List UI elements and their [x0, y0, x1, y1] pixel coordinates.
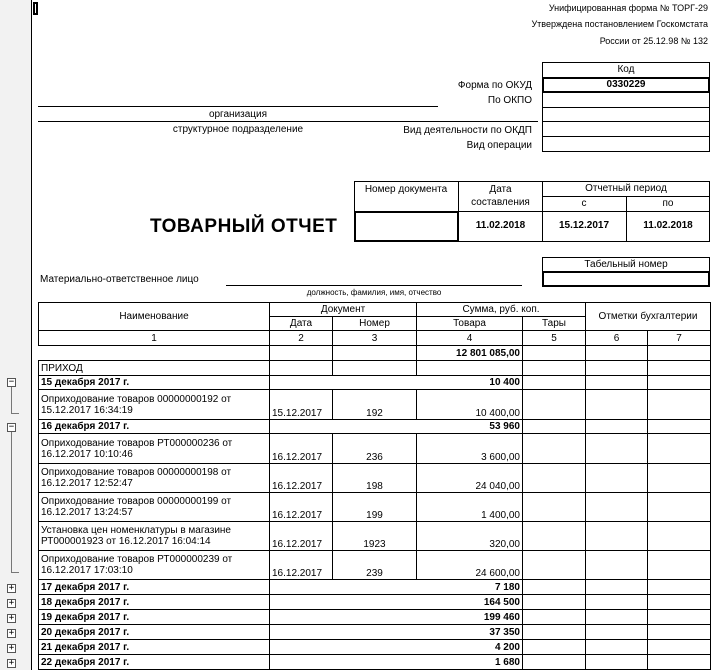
tree-line [11, 572, 19, 573]
entry-date: 16.12.2017 [270, 522, 333, 551]
kod-header: Код [542, 62, 710, 78]
entry-sum: 3 600,00 [417, 434, 523, 464]
doc-date-value: 11.02.2018 [475, 220, 526, 231]
cell-cursor [33, 2, 38, 15]
day-label: 19 декабря 2017 г. [39, 610, 270, 625]
organization-line [38, 106, 438, 107]
tree-line [11, 387, 12, 413]
day-total: 199 460 [270, 610, 523, 625]
entry-name: Оприходование товаров РТ000000239 от [41, 554, 233, 565]
income-label: ПРИХОД [39, 361, 270, 376]
day-row[interactable] [39, 376, 711, 390]
table-row [39, 434, 711, 464]
entry-datetime: 16.12.2017 17:03:10 [41, 565, 133, 576]
expand-group-20-dec-icon[interactable]: + [8, 628, 15, 638]
col-num: 4 [417, 331, 523, 346]
period-to-value: 11.02.2018 [643, 220, 693, 231]
day-row[interactable] [39, 610, 711, 625]
doc-number-cell [354, 211, 459, 242]
page-title: ТОВАРНЫЙ ОТЧЕТ [150, 216, 338, 237]
col-header-tare: Тары [523, 317, 586, 331]
col-num: 5 [523, 331, 586, 346]
period-to-label: по [662, 198, 674, 209]
period-from-value: 15.12.2017 [558, 220, 610, 231]
entry-datetime: РТ000001923 от 16.12.2017 16:04:14 [41, 536, 211, 547]
day-label: 20 декабря 2017 г. [39, 625, 270, 640]
entry-date: 16.12.2017 [270, 464, 333, 493]
col-num: 6 [586, 331, 648, 346]
table-row [39, 522, 711, 551]
collapse-group-15-dec-icon[interactable]: − [8, 377, 15, 387]
codes-row-divider [542, 107, 710, 108]
entry-sum: 24 040,00 [417, 464, 523, 493]
collapse-group-16-dec-icon[interactable]: − [8, 422, 15, 432]
entry-name: Оприходование товаров РТ000000236 от [41, 437, 233, 449]
entry-sum: 10 400,00 [417, 390, 523, 420]
day-row[interactable] [39, 420, 711, 434]
entry-name: Оприходование товаров 00000000198 от [41, 467, 232, 478]
entry-name: Оприходование товаров 00000000192 от [41, 393, 232, 405]
doc-date-header: Дата составления [471, 184, 530, 208]
day-label: 15 декабря 2017 г. [39, 376, 270, 390]
col-header-date: Дата [270, 317, 333, 331]
day-label: 18 декабря 2017 г. [39, 595, 270, 610]
col-num: 7 [648, 331, 711, 346]
entry-datetime: 16.12.2017 12:52:47 [41, 478, 133, 489]
day-total: 53 960 [270, 420, 523, 434]
expand-group-21-dec-icon[interactable]: + [8, 643, 15, 653]
col-header-number: Номер [333, 317, 417, 331]
responsible-line [226, 285, 522, 286]
codes-row-divider [542, 121, 710, 122]
entry-number: 198 [333, 464, 417, 493]
day-total: 4 200 [270, 640, 523, 655]
day-total: 1 680 [270, 655, 523, 670]
entry-datetime: 15.12.2017 16:34:19 [41, 404, 133, 416]
day-row[interactable] [39, 595, 711, 610]
okpo-label: По ОКПО [487, 95, 532, 106]
entry-number: 192 [333, 390, 417, 420]
day-row[interactable] [39, 625, 711, 640]
col-num: 1 [39, 331, 270, 346]
okud-value: 0330229 [606, 79, 646, 90]
opening-row [39, 346, 711, 361]
day-total: 10 400 [270, 376, 523, 390]
entry-date: 16.12.2017 [270, 551, 333, 580]
responsible-caption: должность, фамилия, имя, отчество [306, 288, 442, 297]
table-row [39, 464, 711, 493]
col-header-document: Документ [270, 303, 417, 317]
report-table [38, 302, 711, 670]
col-header-goods: Товара [417, 317, 523, 331]
entry-number: 239 [333, 551, 417, 580]
day-label: 17 декабря 2017 г. [39, 580, 270, 595]
okud-label: Форма по ОКУД [457, 80, 532, 91]
income-row [39, 361, 711, 376]
form-header-line1: Унифицированная форма № ТОРГ-29 [548, 3, 708, 13]
entry-number: 236 [333, 434, 417, 464]
table-row [39, 493, 711, 522]
day-total: 7 180 [270, 580, 523, 595]
expand-group-18-dec-icon[interactable]: + [8, 598, 15, 608]
entry-date: 15.12.2017 [270, 390, 333, 420]
table-row [39, 551, 711, 580]
entry-date: 16.12.2017 [270, 493, 333, 522]
entry-name: Установка цен номенклатуры в магазине [41, 525, 231, 536]
entry-number: 199 [333, 493, 417, 522]
tabel-number-cell [542, 271, 710, 287]
operation-label: Вид операции [466, 140, 532, 151]
day-label: 16 декабря 2017 г. [39, 420, 270, 434]
entry-datetime: 16.12.2017 10:10:46 [41, 448, 133, 460]
table-row [39, 390, 711, 420]
opening-total: 12 801 085,00 [417, 346, 523, 361]
tabel-number-header: Табельный номер [542, 257, 710, 272]
entry-number: 1923 [333, 522, 417, 551]
okdp-label: Вид деятельности по ОКДП [403, 125, 532, 136]
entry-sum: 320,00 [417, 522, 523, 551]
codes-row-divider [542, 136, 710, 137]
tree-line [11, 413, 19, 414]
subdivision-caption: структурное подразделение [172, 124, 304, 135]
col-num: 2 [270, 331, 333, 346]
day-row[interactable] [39, 580, 711, 595]
entry-sum: 24 600,00 [417, 551, 523, 580]
day-total: 37 350 [270, 625, 523, 640]
expand-group-22-dec-icon[interactable]: + [8, 658, 15, 668]
tree-line [11, 432, 12, 572]
form-header-line3: России от 25.12.98 № 132 [599, 36, 708, 46]
col-header-sum: Сумма, руб. коп. [417, 303, 586, 317]
day-row[interactable] [39, 655, 711, 670]
col-header-name: Наименование [39, 303, 270, 331]
doc-number-header: Номер документа [364, 184, 448, 195]
subdivision-line [38, 121, 538, 122]
organization-caption: организация [208, 109, 268, 120]
responsible-label: Материально-ответственное лицо [40, 274, 199, 285]
col-num: 3 [333, 331, 417, 346]
period-header: Отчетный период [585, 183, 667, 194]
day-total: 164 500 [270, 595, 523, 610]
entry-date: 16.12.2017 [270, 434, 333, 464]
col-header-marks: Отметки бухгалтерии [586, 303, 711, 331]
entry-datetime: 16.12.2017 13:24:57 [41, 507, 133, 518]
form-header-line2: Утверждена постановлением Госкомстата [531, 19, 708, 29]
period-from-label: с [581, 198, 587, 209]
day-label: 22 декабря 2017 г. [39, 655, 270, 670]
entry-name: Оприходование товаров 00000000199 от [41, 496, 232, 507]
day-row[interactable] [39, 640, 711, 655]
entry-sum: 1 400,00 [417, 493, 523, 522]
doc-info-divider [542, 196, 710, 197]
grouping-gutter [0, 0, 31, 670]
expand-group-19-dec-icon[interactable]: + [8, 613, 15, 623]
expand-group-17-dec-icon[interactable]: + [8, 583, 15, 593]
day-label: 21 декабря 2017 г. [39, 640, 270, 655]
gutter-divider [31, 0, 32, 670]
